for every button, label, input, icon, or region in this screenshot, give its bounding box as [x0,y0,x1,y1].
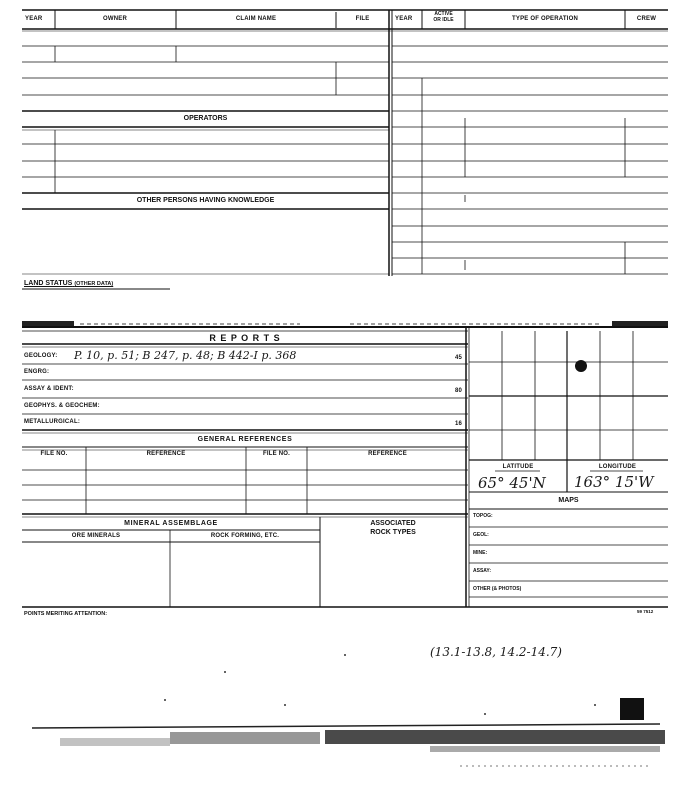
report-engrg-label: ENGRG: [24,369,50,375]
header-active-or-idle [422,11,465,23]
mineral-assemblage-title: MINERAL ASSEMBLAGE [124,520,218,527]
maps-title: MAPS [558,497,579,504]
report-geology-value: P. 10, p. 51; B 247, p. 48; B 442-I p. 368 [74,349,297,362]
report-assay-label: ASSAY & IDENT: [24,386,74,392]
header-file: FILE [355,16,370,22]
handwritten-note: (13.1-13.8, 14.2-14.7) [430,645,562,659]
land-status-sublabel: (OTHER DATA) [74,281,114,287]
header-type-of-operation: TYPE OF OPERATION [512,16,578,22]
ref-header-reference-2: REFERENCE [368,451,407,457]
report-geology-label: GEOLOGY: [24,353,58,359]
header-claim-name: CLAIM NAME [235,16,277,22]
grid-location-dot [575,360,587,372]
longitude-value: 163° 15'W [574,473,654,491]
form-number: 59 7512 [637,609,654,614]
latitude-label: LATITUDE [502,464,534,470]
header-crew: CREW [636,16,657,22]
operators-heading: OPERATORS [183,115,228,122]
report-assay-num: 80 [455,388,463,394]
maps-topog-label: TOPOG: [473,513,493,519]
report-geology-num: 45 [455,355,463,361]
maps-mine-label: MINE: [473,550,488,556]
ref-header-file-no-1: FILE NO. [40,451,68,457]
header-year: YEAR [25,16,43,22]
header-year-2: YEAR [395,16,413,22]
longitude-label: LONGITUDE [598,464,637,470]
ref-header-reference-1: REFERENCE [146,451,186,457]
header-active-label: ACTIVE [434,11,453,17]
points-meriting-attention-label: POINTS MERITING ATTENTION: [24,611,108,617]
associated-label: ASSOCIATED [370,520,416,527]
report-metallurgical-num: 16 [455,421,463,427]
scan-noise-strip [32,654,665,766]
rock-forming-header: ROCK FORMING, ETC. [210,533,280,539]
general-references-title: GENERAL REFERENCES [197,436,293,443]
latitude-value: 65° 45'N [478,474,546,492]
other-persons-heading: OTHER PERSONS HAVING KNOWLEDGE [136,197,275,204]
reports-title: R E P O R T S [209,333,281,343]
report-geophys-label: GEOPHYS. & GEOCHEM: [24,403,100,409]
report-metallurgical-label: METALLURGICAL: [24,419,81,425]
land-status-label: LAND STATUS [24,280,73,287]
maps-other-label: OTHER (& PHOTOS) [473,586,522,592]
associated-rock-types-header [320,519,466,537]
ref-header-file-no-2: FILE NO. [263,451,290,457]
ore-minerals-header: ORE MINERALS [71,533,121,539]
maps-geol-label: GEOL: [473,532,489,538]
header-owner: OWNER [103,16,127,22]
maps-assay-label: ASSAY: [473,568,492,574]
land-status-heading [24,280,113,287]
rock-types-label: ROCK TYPES [370,529,416,536]
header-or-idle-label: OR IDLE [433,17,454,23]
